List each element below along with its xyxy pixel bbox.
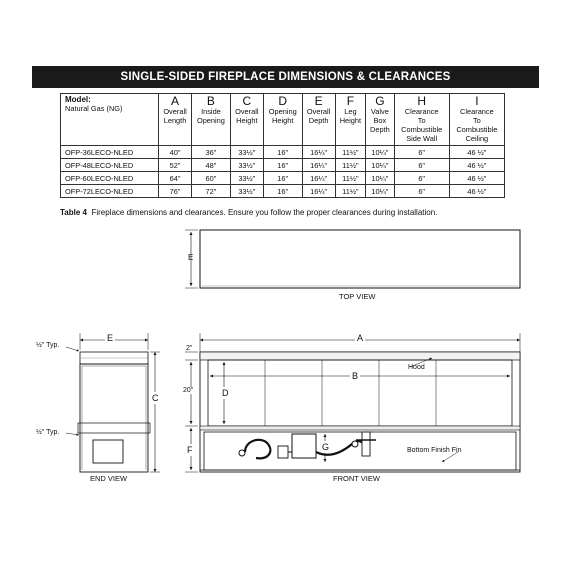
cell-d: 16" xyxy=(263,146,302,159)
cell-h: 6" xyxy=(394,159,449,172)
front-view-outline xyxy=(200,352,520,472)
col-header-b: B Inside Opening xyxy=(192,94,231,146)
table-title: SINGLE-SIDED FIREPLACE DIMENSIONS & CLEARANCES xyxy=(120,71,451,83)
col-header-g: G Valve Box Depth xyxy=(366,94,394,146)
cell-c: 33½" xyxy=(230,172,263,185)
cell-d: 16" xyxy=(263,159,302,172)
end-view-typ-bottom-label: ½" Typ. xyxy=(36,429,60,436)
bottom-finish-fin-label: Bottom Finish Fin xyxy=(407,447,462,454)
end-view-typ-top-label: ½" Typ. xyxy=(36,342,60,349)
cell-i: 46 ½" xyxy=(449,185,504,198)
col-letter: I xyxy=(475,94,479,108)
col-header-c: C Overall Height xyxy=(230,94,263,146)
cell-e: 16¼" xyxy=(302,146,335,159)
cell-a: 52" xyxy=(159,159,192,172)
col-letter: E xyxy=(314,94,323,108)
opening xyxy=(208,360,512,426)
front-view-dim-b-label: B xyxy=(352,371,359,381)
col-letter: H xyxy=(417,94,427,108)
end-view-dim-c-label: C xyxy=(152,393,159,403)
top-view-outline xyxy=(200,230,520,288)
front-view-dim-g-label: G xyxy=(322,442,330,452)
col-header-e: E Overall Depth xyxy=(302,94,335,146)
col-header-i: I Clearance To Combustible Ceiling xyxy=(449,94,504,146)
cell-i: 46 ½" xyxy=(449,172,504,185)
cell-a: 76" xyxy=(159,185,192,198)
cell-f: 11½" xyxy=(335,159,366,172)
caption-label: Table 4 xyxy=(60,208,87,217)
col-letter: A xyxy=(171,94,180,108)
model-name: OFP-60LECO-NLED xyxy=(61,172,159,185)
top-view-caption: TOP VIEW xyxy=(339,292,376,301)
cell-e: 16¼" xyxy=(302,159,335,172)
front-view-dim-a-label: A xyxy=(357,333,364,343)
col-header-h: H Clearance To Combustible Side Wall xyxy=(394,94,449,146)
front-view-caption: FRONT VIEW xyxy=(333,474,380,483)
front-view-dim-20-label: 20" xyxy=(183,387,194,394)
col-header-d: D Opening Height xyxy=(263,94,302,146)
col-letter: D xyxy=(278,94,288,108)
cell-a: 64" xyxy=(159,172,192,185)
caption-text: Fireplace dimensions and clearances. Ensure you follow the proper clearances during installation. xyxy=(91,208,438,217)
cell-f: 11½" xyxy=(335,146,366,159)
model-name: OFP-36LECO-NLED xyxy=(61,146,159,159)
model-name: OFP-72LECO-NLED xyxy=(61,185,159,198)
cell-f: 11½" xyxy=(335,185,366,198)
cell-a: 40" xyxy=(159,146,192,159)
cell-f: 11½" xyxy=(335,172,366,185)
cell-e: 16¼" xyxy=(302,185,335,198)
col-letter: C xyxy=(242,94,252,108)
hood-label: Hood xyxy=(408,364,425,371)
end-view-caption: END VIEW xyxy=(90,474,128,483)
valve-compartment xyxy=(204,432,516,470)
end-view xyxy=(66,333,160,472)
front-view-dim-f-label: F xyxy=(187,445,193,455)
col-letter: F xyxy=(346,94,355,108)
cell-i: 46 ½" xyxy=(449,159,504,172)
cell-c: 33½" xyxy=(230,159,263,172)
col-letter: B xyxy=(206,94,215,108)
cell-c: 33½" xyxy=(230,185,263,198)
gas-valve-assembly xyxy=(239,432,376,458)
cell-g: 10¼" xyxy=(366,172,394,185)
cell-g: 10¼" xyxy=(366,159,394,172)
cell-b: 60" xyxy=(192,172,231,185)
cell-h: 6" xyxy=(394,172,449,185)
cell-c: 33½" xyxy=(230,146,263,159)
cell-b: 36" xyxy=(192,146,231,159)
col-letter: G xyxy=(375,94,385,108)
front-view-dim-d-label: D xyxy=(222,388,229,398)
model-header-sub: Natural Gas (NG) xyxy=(65,104,123,113)
cell-i: 46 ½" xyxy=(449,146,504,159)
end-view-dim-e-label: E xyxy=(107,333,114,343)
col-header-a: A Overall Length xyxy=(159,94,192,146)
cell-e: 16¼" xyxy=(302,172,335,185)
model-name: OFP-48LECO-NLED xyxy=(61,159,159,172)
cell-h: 6" xyxy=(394,146,449,159)
front-view-dim-2-label: 2" xyxy=(186,345,193,352)
cell-g: 10¼" xyxy=(366,185,394,198)
end-view-outline xyxy=(80,364,148,472)
cell-d: 16" xyxy=(263,172,302,185)
model-header-label: Model: xyxy=(65,95,91,104)
col-header-f: F Leg Height xyxy=(335,94,366,146)
top-view-dim-e-label: E xyxy=(188,253,194,262)
cell-b: 48" xyxy=(192,159,231,172)
top-view xyxy=(185,230,520,288)
cell-d: 16" xyxy=(263,185,302,198)
hood xyxy=(200,352,520,360)
front-view xyxy=(185,333,520,472)
cell-b: 72" xyxy=(192,185,231,198)
cell-h: 6" xyxy=(394,185,449,198)
end-view-access-panel xyxy=(93,440,123,463)
cell-g: 10¼" xyxy=(366,146,394,159)
